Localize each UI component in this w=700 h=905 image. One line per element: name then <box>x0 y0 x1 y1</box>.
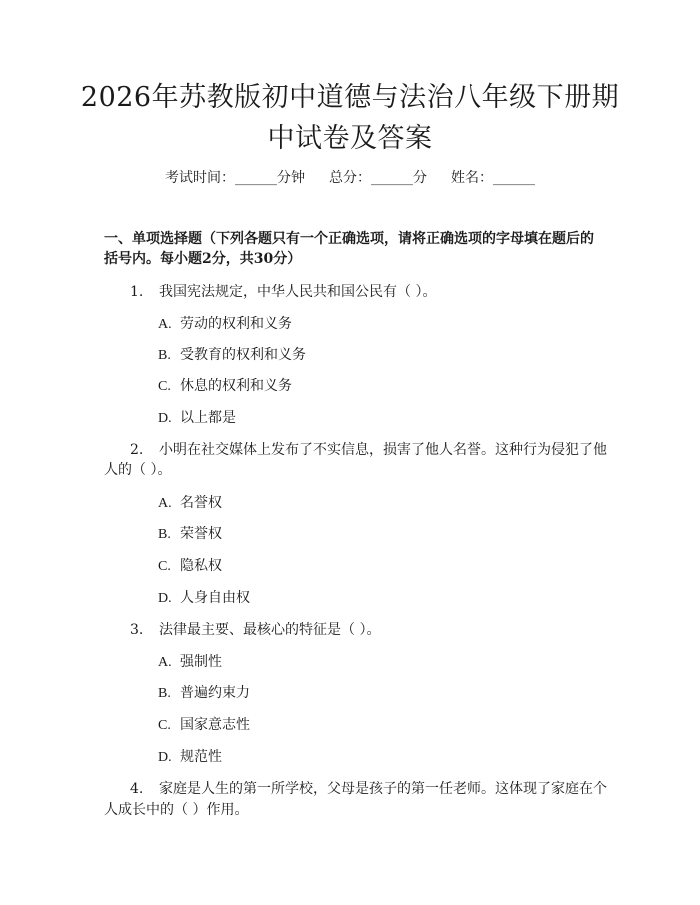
option-3-a <box>158 651 222 674</box>
option-text: 强制性 <box>180 654 222 670</box>
option-letter: B. <box>158 527 171 542</box>
question-text: 家庭是人生的第一所学校，父母是孩子的第一任老师。这体现了家庭在个 <box>159 781 607 797</box>
option-letter: A. <box>158 496 172 511</box>
option-letter: D. <box>158 591 172 606</box>
option-2-a <box>158 492 222 515</box>
minutes-unit: 分钟 <box>277 170 305 186</box>
total-score-blank: ______ <box>371 170 413 186</box>
option-letter: C. <box>158 559 171 574</box>
option-text: 规范性 <box>180 749 222 765</box>
option-text: 劳动的权利和义务 <box>180 316 292 332</box>
option-text: 休息的权利和义务 <box>180 378 292 394</box>
name-blank: ______ <box>493 170 535 186</box>
option-2-b <box>158 523 222 546</box>
option-letter: B. <box>158 348 171 363</box>
name-label: 姓名： <box>451 170 493 186</box>
question-number: 3. <box>130 622 144 638</box>
option-3-d <box>158 746 222 769</box>
question-4-continuation: 人成长中的（ ）作用。 <box>104 802 249 818</box>
option-text: 国家意志性 <box>180 717 250 733</box>
option-text: 荣誉权 <box>180 526 222 542</box>
page-title-line-2: 中试卷及答案 <box>267 123 433 154</box>
option-3-b <box>158 682 250 705</box>
question-text: 法律最主要、最核心的特征是（ ）。 <box>159 622 381 638</box>
option-text: 隐私权 <box>180 558 222 574</box>
question-text: 我国宪法规定，中华人民共和国公民有（ ）。 <box>159 284 437 300</box>
option-text: 名誉权 <box>180 495 222 511</box>
option-1-d <box>158 407 236 430</box>
option-2-d <box>158 587 250 610</box>
option-letter: C. <box>158 718 171 733</box>
question-2-continuation: 人的（ ）。 <box>104 462 172 478</box>
option-letter: A. <box>158 655 172 670</box>
option-letter: D. <box>158 750 172 765</box>
option-1-a <box>158 313 292 336</box>
option-3-c <box>158 714 250 737</box>
total-score-label: 总分： <box>329 170 371 186</box>
section-heading-line-1: 一、单项选择题（下列各题只有一个正确选项，请将正确选项的字母填在题后的 <box>104 231 594 247</box>
option-2-c <box>158 555 222 578</box>
option-letter: A. <box>158 317 172 332</box>
option-letter: D. <box>158 411 172 426</box>
exam-meta <box>0 168 700 188</box>
question-number: 1. <box>130 284 144 300</box>
question-number: 2. <box>130 442 144 458</box>
option-text: 以上都是 <box>180 410 236 426</box>
page-title-line-1: 2026年苏教版初中道德与法治八年级下册期 <box>80 82 620 113</box>
option-text: 受教育的权利和义务 <box>180 347 306 363</box>
option-text: 普遍约束力 <box>180 685 250 701</box>
option-text: 人身自由权 <box>180 590 250 606</box>
option-1-b <box>158 344 306 367</box>
question-text: 小明在社交媒体上发布了不实信息，损害了他人名誉。这种行为侵犯了他 <box>159 442 607 458</box>
points-unit: 分 <box>413 170 427 186</box>
exam-time-blank: ______ <box>235 170 277 186</box>
question-number: 4. <box>130 781 144 797</box>
exam-time-label: 考试时间： <box>165 170 235 186</box>
option-letter: B. <box>158 686 171 701</box>
option-1-c <box>158 375 292 398</box>
option-letter: C. <box>158 379 171 394</box>
section-heading-line-2: 括号内。每小题2分，共30分） <box>104 251 302 267</box>
